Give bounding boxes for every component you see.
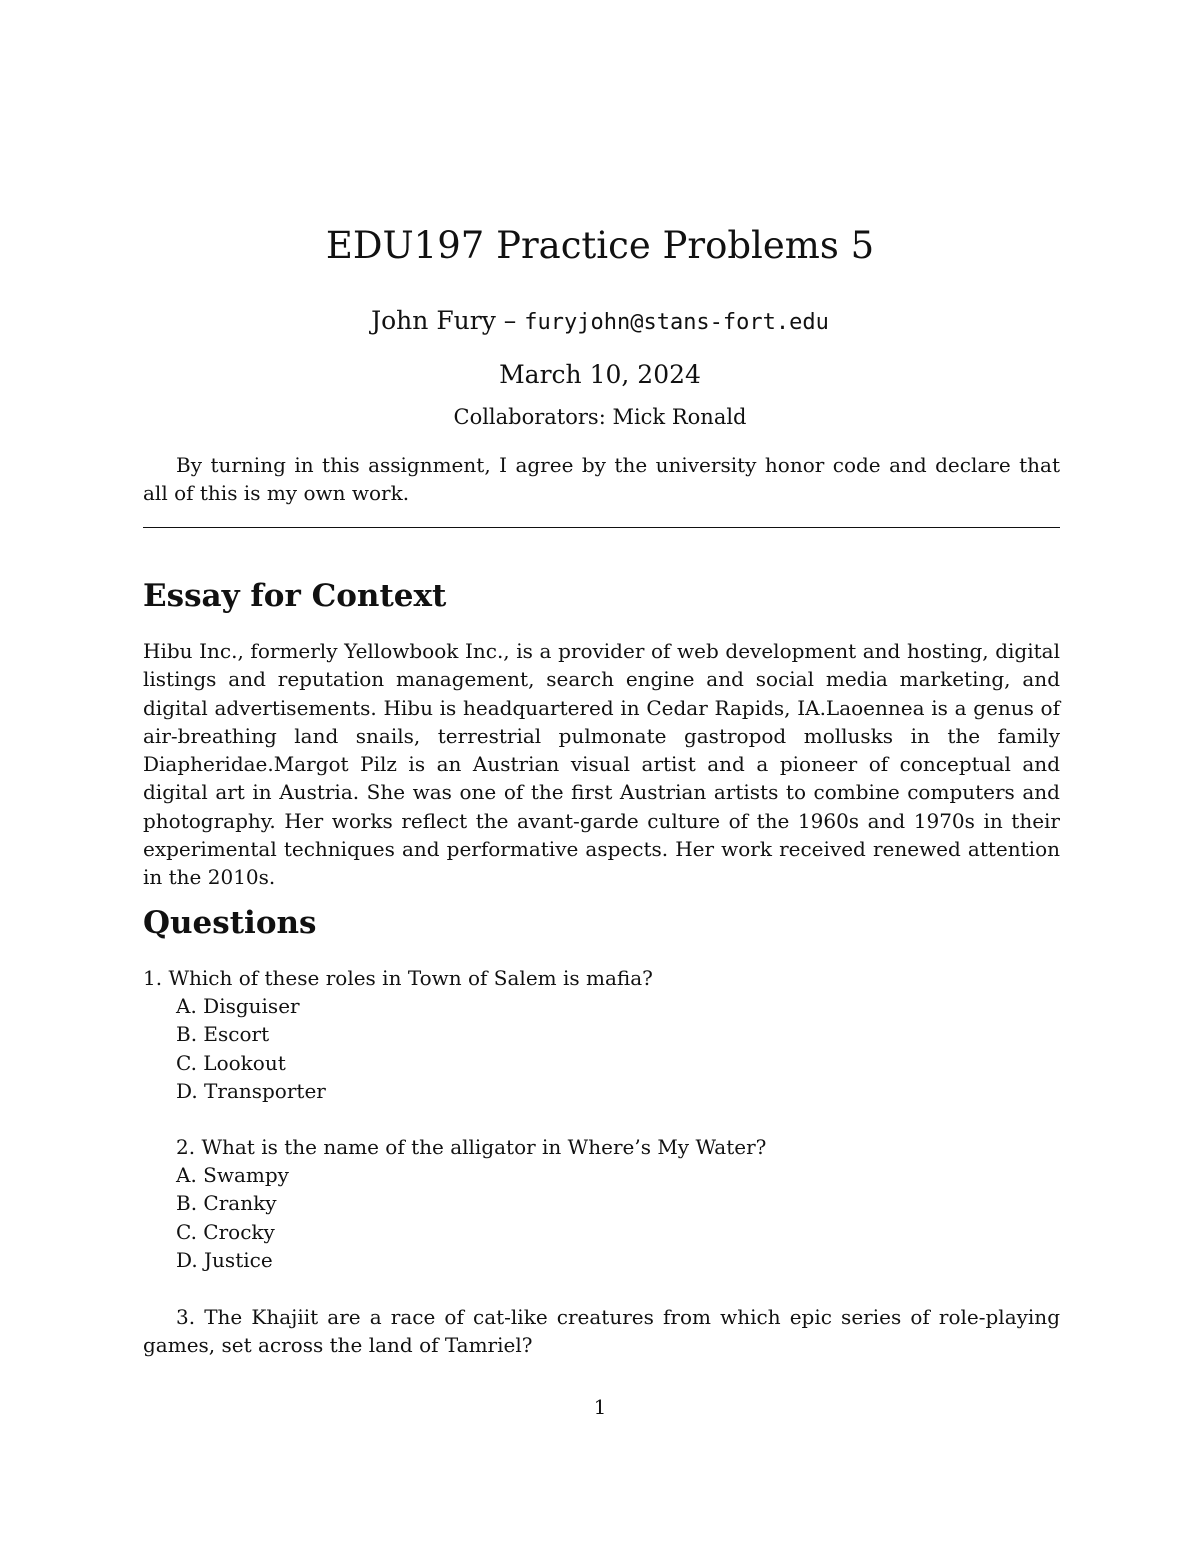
question-1 xyxy=(143,964,1060,1105)
question-1-option-d: D. Transporter xyxy=(176,1078,326,1103)
questions-heading: Questions xyxy=(143,905,317,941)
question-2-option-a: A. Swampy xyxy=(176,1163,289,1188)
author-line xyxy=(0,304,1200,340)
question-2-option-c: C. Crocky xyxy=(176,1219,275,1244)
document-title: EDU197 Practice Problems 5 xyxy=(325,224,875,267)
essay-heading: Essay for Context xyxy=(143,578,447,614)
essay-body: Hibu Inc., formerly Yellowbook Inc., is a provider of web development and hosting, digital listings and reputation management, search engine and social media marketing, and digital advertisements. Hibu is headquartered in Cedar Rapids, IA.Laoennea is a genus of air-breathing land snails, terrestrial pulmonate gastropod mollusks in the family Diapheridae.Margot Pilz is an Austrian visual artist and a pioneer of conceptual and digital art in Austria. She was one of the first Austrian artists to combine computers and photography. Her works reflect the avant-garde culture of the 1960s and 1970s in their experimental techniques and performative aspects. Her work received renewed attention in the 2010s. xyxy=(143,639,1060,890)
question-2-stem: 2. What is the name of the alligator in Where’s My Water? xyxy=(176,1135,767,1159)
question-2 xyxy=(143,1133,1060,1274)
question-2-option-b: B. Cranky xyxy=(176,1191,277,1216)
author-email: furyjohn@stans-fort.edu xyxy=(524,310,829,335)
collaborators-line: Collaborators: Mick Ronald xyxy=(453,405,747,429)
question-3 xyxy=(143,1303,1060,1359)
document-date: March 10, 2024 xyxy=(499,360,701,389)
question-1-stem: 1. Which of these roles in Town of Salem is mafia? xyxy=(143,966,653,990)
page-number: 1 xyxy=(593,1395,607,1419)
question-1-option-a: A. Disguiser xyxy=(176,994,300,1019)
question-1-option-b: B. Escort xyxy=(176,1022,270,1047)
question-1-option-c: C. Lookout xyxy=(176,1050,286,1075)
question-1-options xyxy=(143,992,1060,1105)
question-2-options xyxy=(143,1161,1060,1274)
author-name: John Fury xyxy=(371,306,496,335)
question-2-option-d: D. Justice xyxy=(176,1247,273,1272)
horizontal-rule xyxy=(143,527,1060,528)
question-3-stem: 3. The Khajiit are a race of cat-like creatures from which epic series of role-playing games, set across the land of Tamriel? xyxy=(143,1305,1060,1358)
honor-statement: By turning in this assignment, I agree by the university honor code and declare that all of this is my own work. xyxy=(143,453,1060,505)
author-separator: – xyxy=(503,306,517,335)
